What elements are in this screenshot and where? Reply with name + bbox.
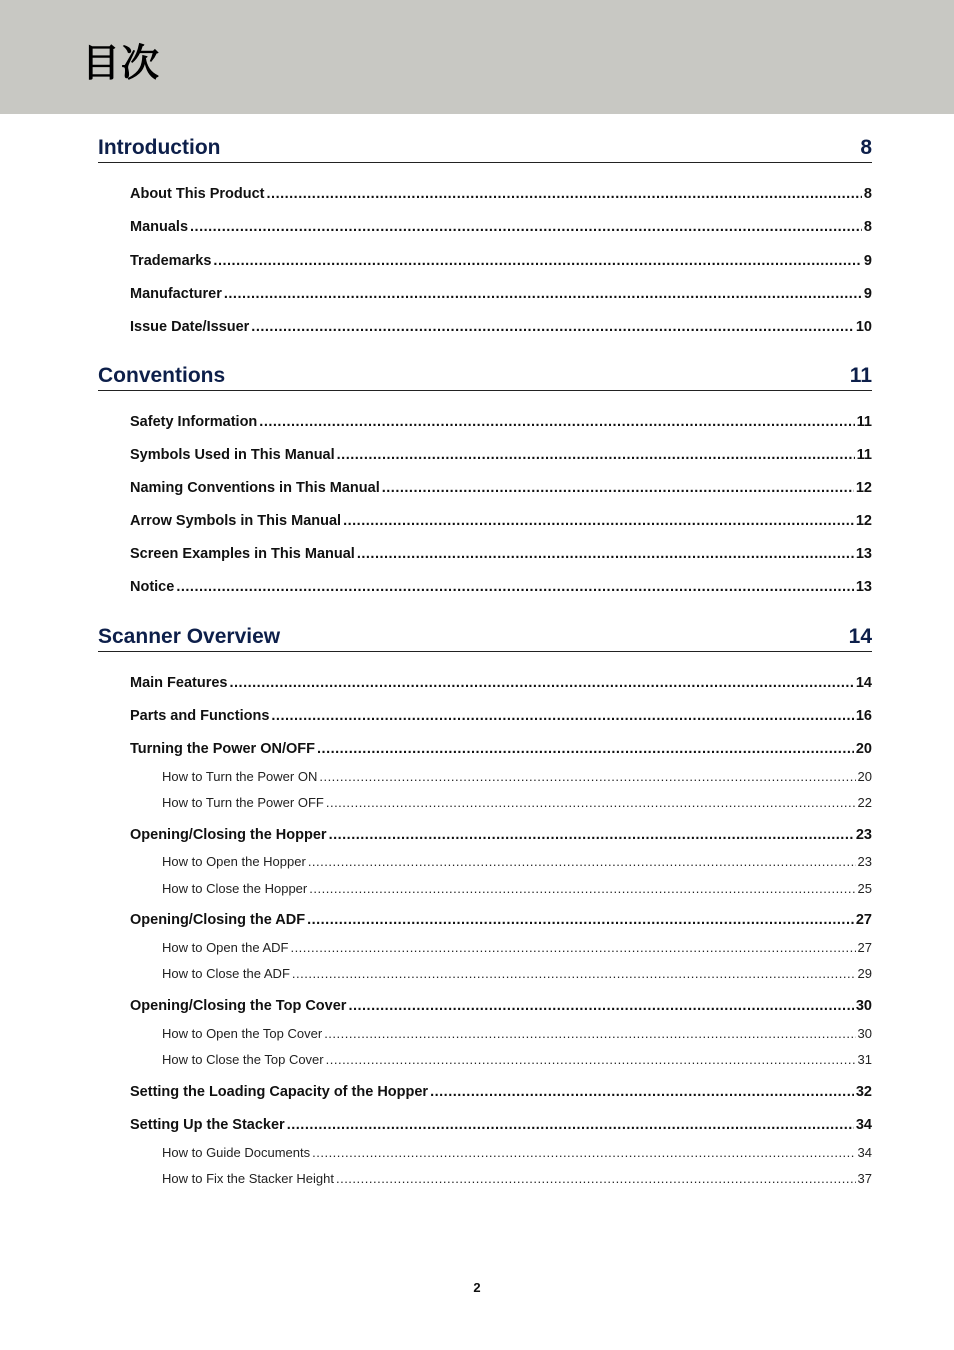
entry-label: Screen Examples in This Manual: [130, 546, 355, 562]
entry-label: How to Guide Documents: [162, 1145, 311, 1160]
entry-label: Opening/Closing the Top Cover: [130, 998, 347, 1014]
entry-label: How to Close the Hopper: [162, 881, 308, 896]
page-number: 2: [473, 1280, 481, 1295]
entry-label: Safety Information: [130, 414, 258, 430]
toc-entry-issue-date-issuer[interactable]: [130, 319, 872, 339]
toc-entry-manufacturer[interactable]: [130, 286, 872, 306]
dot-leader: [190, 219, 862, 235]
entry-page: 12: [855, 513, 872, 529]
entry-page: 10: [855, 319, 872, 335]
dot-leader: [309, 881, 855, 896]
toc-subentry-power-on[interactable]: [162, 769, 872, 787]
dot-leader: [329, 827, 854, 843]
section-page: 11: [849, 364, 872, 387]
section-page: 8: [860, 136, 872, 159]
entry-page: 9: [863, 286, 872, 302]
dot-leader: [324, 1026, 855, 1041]
dot-leader: [308, 854, 856, 869]
dot-leader: [290, 940, 855, 955]
toc-entry-screen-examples[interactable]: [130, 546, 872, 566]
dot-leader: [312, 1145, 855, 1160]
entry-page: 25: [857, 881, 872, 896]
dot-leader: [348, 998, 853, 1014]
entry-page: 14: [855, 675, 872, 691]
section-page: 14: [848, 625, 872, 648]
page-title: 目次: [82, 43, 161, 85]
dot-leader: [382, 480, 854, 496]
dot-leader: [224, 286, 862, 302]
section-title: Introduction: [98, 136, 221, 159]
dot-leader: [319, 769, 855, 784]
entry-page: 20: [855, 741, 872, 757]
dot-leader: [230, 675, 854, 691]
dot-leader: [251, 319, 854, 335]
toc-entry-hopper[interactable]: [130, 827, 872, 847]
entry-page: 23: [855, 827, 872, 843]
dot-leader: [267, 186, 862, 202]
entry-label: Trademarks: [130, 253, 212, 269]
dot-leader: [176, 579, 854, 595]
dot-leader: [326, 795, 856, 810]
entry-label: Parts and Functions: [130, 708, 270, 724]
toc-subentry-open-hopper[interactable]: [162, 854, 872, 872]
toc-entry-stacker[interactable]: [130, 1117, 872, 1137]
entry-page: 34: [857, 1145, 872, 1160]
dot-leader: [326, 1052, 856, 1067]
entry-page: 32: [855, 1084, 872, 1100]
entry-page: 8: [863, 219, 872, 235]
toc-subentry-close-top-cover[interactable]: [162, 1052, 872, 1070]
entry-label: How to Open the Hopper: [162, 854, 306, 869]
section-heading-scanner-overview[interactable]: [98, 623, 872, 652]
entry-page: 11: [856, 414, 872, 430]
entry-label: How to Turn the Power OFF: [162, 795, 324, 810]
toc-entry-manuals[interactable]: [130, 219, 872, 239]
dot-leader: [317, 741, 854, 757]
dot-leader: [292, 966, 856, 981]
entry-label: Setting the Loading Capacity of the Hopper: [130, 1084, 429, 1100]
entry-page: 20: [857, 769, 872, 784]
toc-entry-top-cover[interactable]: [130, 998, 872, 1018]
entry-page: 11: [856, 447, 872, 463]
toc-subentry-close-adf[interactable]: [162, 966, 872, 984]
entry-page: 13: [855, 546, 872, 562]
entry-page: 29: [857, 966, 872, 981]
entry-page: 37: [857, 1171, 872, 1186]
entry-page: 27: [857, 940, 872, 955]
entry-page: 23: [857, 854, 872, 869]
entry-page: 13: [855, 579, 872, 595]
dot-leader: [337, 447, 855, 463]
toc-subentry-open-top-cover[interactable]: [162, 1026, 872, 1044]
toc-entry-trademarks[interactable]: [130, 253, 872, 273]
entry-label: Turning the Power ON/OFF: [130, 741, 316, 757]
entry-page: 22: [857, 795, 872, 810]
toc-entry-about-this-product[interactable]: [130, 186, 872, 206]
entry-page: 9: [863, 253, 872, 269]
dot-leader: [307, 912, 854, 928]
toc-entry-arrow-symbols[interactable]: [130, 513, 872, 533]
entry-label: How to Close the ADF: [162, 966, 290, 981]
entry-label: How to Close the Top Cover: [162, 1052, 324, 1067]
toc-entry-symbols-used[interactable]: [130, 447, 872, 467]
dot-leader: [271, 708, 853, 724]
dot-leader: [336, 1171, 856, 1186]
toc-entry-main-features[interactable]: [130, 675, 872, 695]
dot-leader: [259, 414, 854, 430]
entry-page: 12: [855, 480, 872, 496]
entry-page: 27: [855, 912, 872, 928]
toc-entry-parts-and-functions[interactable]: [130, 708, 872, 728]
toc-subentry-open-adf[interactable]: [162, 940, 872, 958]
dot-leader: [430, 1084, 854, 1100]
entry-label: Manufacturer: [130, 286, 222, 302]
entry-label: How to Open the Top Cover: [162, 1026, 323, 1041]
entry-label: Main Features: [130, 675, 228, 691]
toc-subentry-guide-documents[interactable]: [162, 1145, 872, 1163]
entry-page: 31: [857, 1052, 872, 1067]
entry-page: 16: [855, 708, 872, 724]
entry-label: How to Open the ADF: [162, 940, 289, 955]
dot-leader: [287, 1117, 854, 1133]
section-heading-introduction[interactable]: [98, 134, 872, 163]
entry-label: Opening/Closing the ADF: [130, 912, 306, 928]
entry-label: Issue Date/Issuer: [130, 319, 250, 335]
entry-label: How to Turn the Power ON: [162, 769, 318, 784]
dot-leader: [357, 546, 854, 562]
entry-label: Notice: [130, 579, 175, 595]
entry-page: 8: [863, 186, 872, 202]
entry-label: Arrow Symbols in This Manual: [130, 513, 342, 529]
section-title: Conventions: [98, 364, 226, 387]
toc-entry-safety-information[interactable]: [130, 414, 872, 434]
entry-page: 30: [855, 998, 872, 1014]
dot-leader: [343, 513, 854, 529]
section-title: Scanner Overview: [98, 625, 281, 648]
section-heading-conventions[interactable]: [98, 362, 872, 391]
entry-label: Setting Up the Stacker: [130, 1117, 285, 1133]
entry-label: About This Product: [130, 186, 265, 202]
entry-label: Opening/Closing the Hopper: [130, 827, 327, 843]
toc-entry-adf[interactable]: [130, 912, 872, 932]
toc-entry-turning-power[interactable]: [130, 741, 872, 761]
entry-label: Naming Conventions in This Manual: [130, 480, 380, 496]
toc-subentry-stacker-height[interactable]: [162, 1171, 872, 1189]
entry-label: How to Fix the Stacker Height: [162, 1171, 334, 1186]
toc-entry-naming-conventions[interactable]: [130, 480, 872, 500]
entry-page: 30: [857, 1026, 872, 1041]
entry-label: Manuals: [130, 219, 189, 235]
dot-leader: [213, 253, 862, 269]
toc-entry-notice[interactable]: [130, 579, 872, 599]
toc-subentry-power-off[interactable]: [162, 795, 872, 813]
entry-label: Symbols Used in This Manual: [130, 447, 335, 463]
toc-subentry-close-hopper[interactable]: [162, 881, 872, 899]
entry-page: 34: [855, 1117, 872, 1133]
toc-entry-loading-capacity[interactable]: [130, 1084, 872, 1104]
